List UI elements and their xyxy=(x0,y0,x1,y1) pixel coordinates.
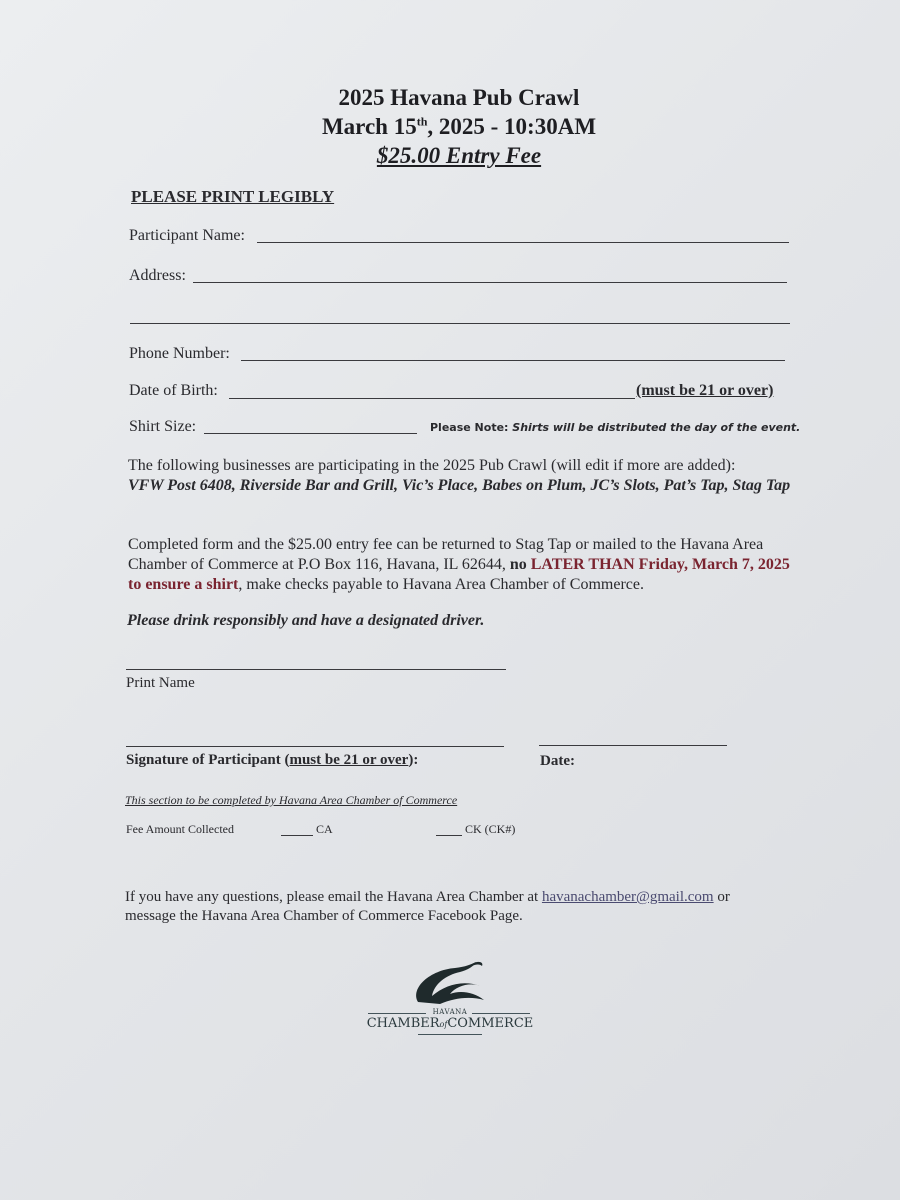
contact-text: If you have any questions, please email the Havana Area Chamber at xyxy=(125,889,542,905)
signature-label xyxy=(126,752,418,769)
businesses-paragraph xyxy=(128,456,808,496)
dob-field[interactable] xyxy=(229,398,635,399)
date-label: Date: xyxy=(540,753,575,769)
fee-collected-label: Fee Amount Collected xyxy=(126,822,234,836)
address-label: Address: xyxy=(129,267,186,284)
return-info-checks: , make checks payable to Havana Area Chamber of Commerce. xyxy=(238,576,644,593)
participant-name-label: Participant Name: xyxy=(129,227,245,244)
logo-rule-bottom xyxy=(418,1034,482,1035)
date-field[interactable] xyxy=(539,745,727,746)
ca-field[interactable] xyxy=(281,835,313,836)
print-name-field[interactable] xyxy=(126,669,506,670)
businesses-list: VFW Post 6408, Riverside Bar and Grill, Vic’s Place, Babes on Plum, JC’s Slots, Pat’s Tap, Stag Tap xyxy=(128,477,791,494)
address-field-line-1[interactable] xyxy=(193,282,787,283)
logo-commerce-word: COMMERCE xyxy=(447,1016,534,1031)
drink-responsibly-notice: Please drink responsibly and have a designated driver. xyxy=(127,612,485,629)
event-date-prefix: March 15 xyxy=(321,114,417,139)
return-info-no: no xyxy=(509,556,531,573)
dob-age-note: (must be 21 or over) xyxy=(636,382,774,399)
office-section-header: This section to be completed by Havana Area Chamber of Commerce xyxy=(125,793,458,807)
ck-label: CK (CK#) xyxy=(465,822,516,836)
chamber-logo xyxy=(360,958,540,1043)
signature-age-note: must be 21 or over xyxy=(289,752,409,768)
logo-chamber-word: CHAMBER xyxy=(366,1016,440,1031)
return-deadline: LATER THAN Friday, March 7, 2025 to ensure a shirt xyxy=(128,556,790,593)
shirt-distribution-note xyxy=(430,421,800,434)
entry-fee: $25.00 Entry Fee xyxy=(376,143,542,168)
print-legibly-instruction: PLEASE PRINT LEGIBLY xyxy=(131,187,335,206)
return-info-text: Completed form and the $25.00 entry fee can be returned to Stag Tap or mailed to the Havana Area Chamber of Commerce at P.O Box 116, Havana, IL 62644, xyxy=(128,536,764,573)
shirt-note-label: Please Note: xyxy=(430,421,509,434)
phone-field[interactable] xyxy=(241,360,785,361)
signature-label-end: ): xyxy=(408,752,419,768)
shirt-size-label: Shirt Size: xyxy=(129,418,197,435)
ca-label: CA xyxy=(316,822,333,836)
logo-of-word: of xyxy=(439,1020,448,1029)
signature-field[interactable] xyxy=(126,746,504,747)
businesses-intro: The following businesses are participating in the 2025 Pub Crawl (will edit if more are added): xyxy=(128,457,736,474)
address-field-line-2[interactable] xyxy=(130,323,790,324)
shirt-size-field[interactable] xyxy=(204,433,417,434)
event-title: 2025 Havana Pub Crawl xyxy=(338,85,580,110)
contact-text-end: or message the Havana Area Chamber of Commerce Facebook Page. xyxy=(125,889,730,924)
phone-label: Phone Number: xyxy=(129,345,230,362)
event-date xyxy=(0,114,900,140)
participant-name-field[interactable] xyxy=(257,242,789,243)
logo-havana-text: HAVANA xyxy=(432,1008,468,1016)
signature-label-start: Signature of Participant ( xyxy=(126,752,290,768)
shirt-note-text: Shirts will be distributed the day of the event. xyxy=(512,421,801,434)
contact-email-link[interactable]: havanachamber@gmail.com xyxy=(541,889,714,905)
dob-label: Date of Birth: xyxy=(129,382,218,399)
event-date-rest: , 2025 - 10:30AM xyxy=(427,114,597,139)
return-info-paragraph xyxy=(128,535,798,595)
swan-logo-icon xyxy=(360,958,540,1008)
logo-chamber-text xyxy=(360,1016,540,1031)
print-name-label: Print Name xyxy=(126,675,195,691)
ck-field[interactable] xyxy=(436,835,462,836)
contact-paragraph xyxy=(125,888,775,926)
event-date-ordinal: th xyxy=(416,114,428,129)
